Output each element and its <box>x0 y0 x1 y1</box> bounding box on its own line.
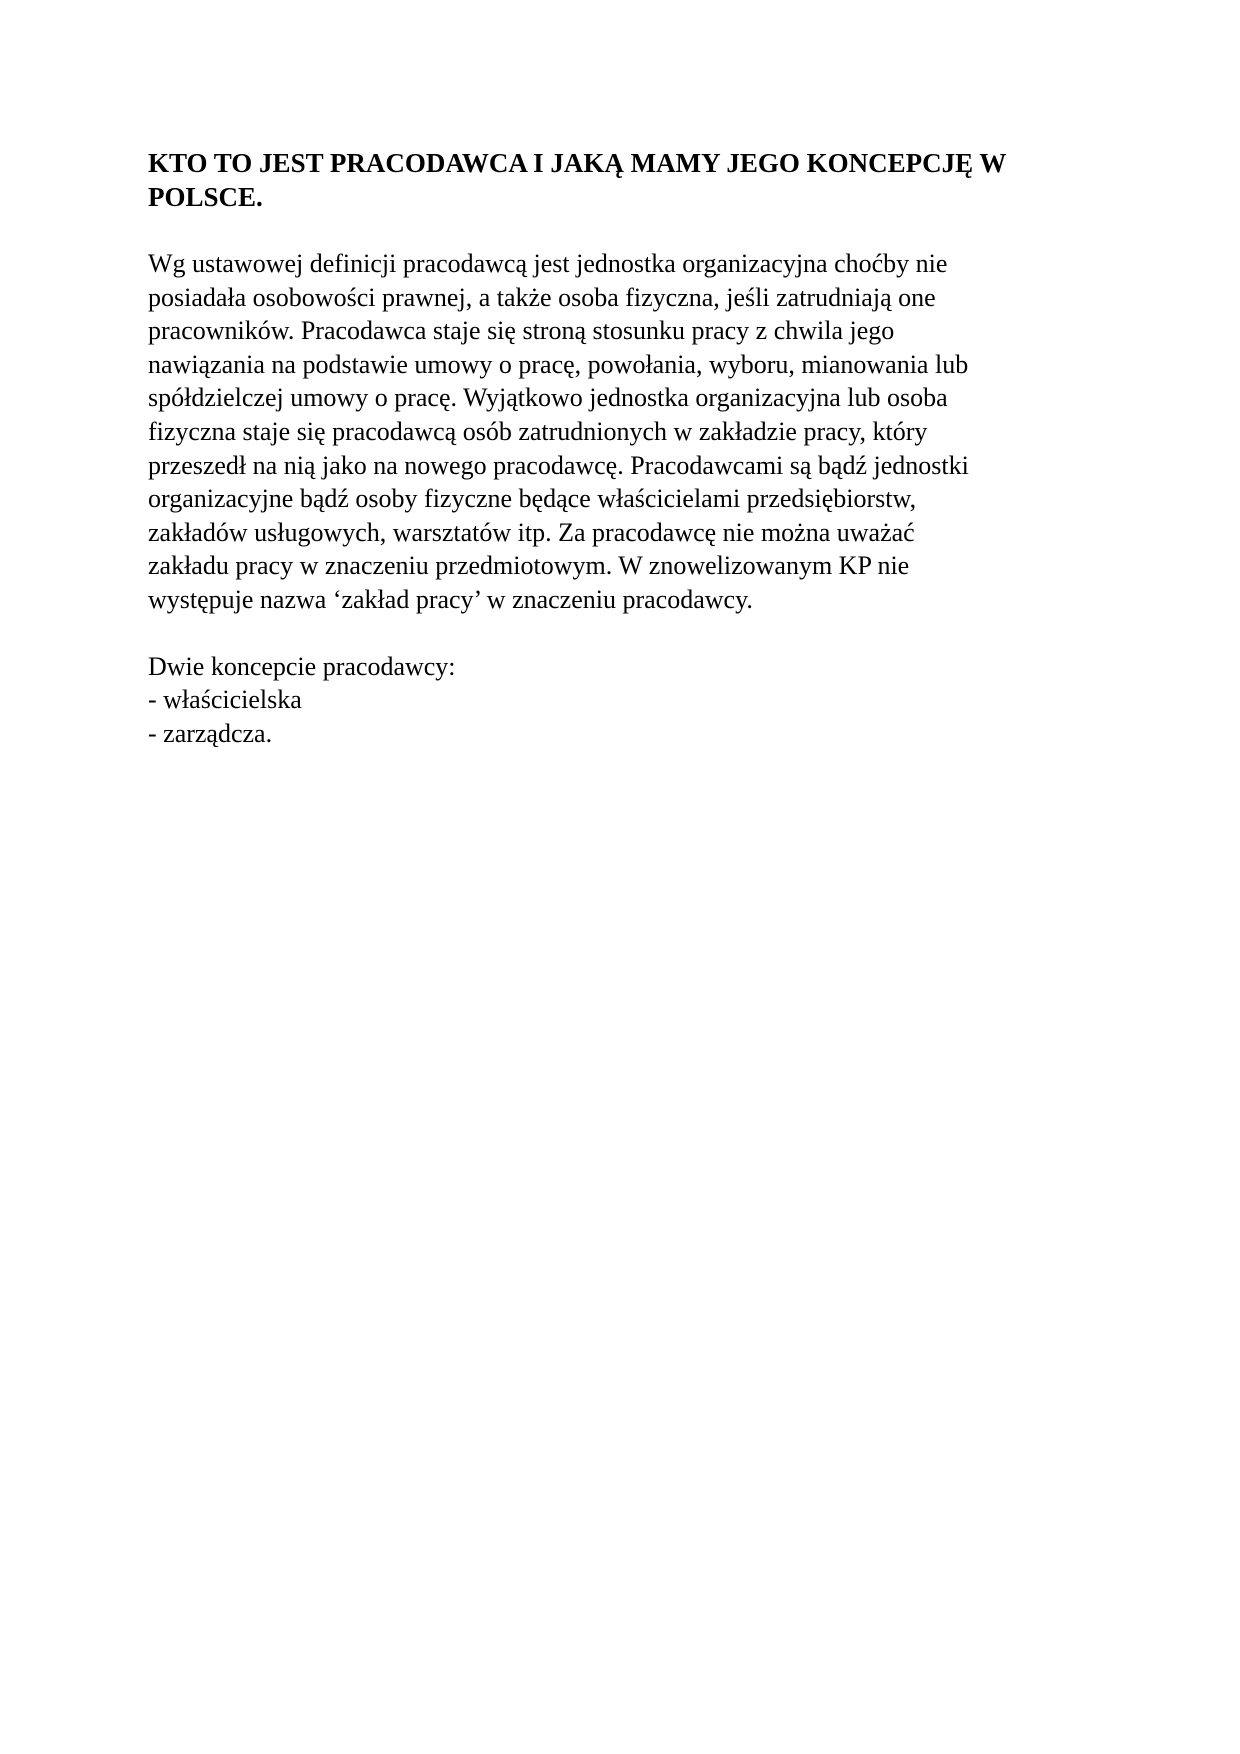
paragraph-line: zakładów usługowych, warsztatów itp. Za pracodawcę nie można uważać <box>148 517 915 547</box>
paragraph-line: organizacyjne bądź osoby fizyczne będące właścicielami przedsiębiorstw, <box>148 484 917 514</box>
paragraph-line: spółdzielczej umowy o pracę. Wyjątkowo jednostka organizacyjna lub osoba <box>148 383 948 413</box>
document-title <box>148 146 1088 214</box>
concepts-heading: Dwie koncepcie pracodawcy: <box>148 651 456 681</box>
paragraph-line: przeszedł na nią jako na nowego pracodawcę. Pracodawcami są bądź jednostki <box>148 450 969 480</box>
paragraph-line: nawiązania na podstawie umowy o pracę, powołania, wyboru, mianowania lub <box>148 349 969 379</box>
concepts-list-item: - właścicielska <box>148 685 302 715</box>
document-content <box>148 146 1088 750</box>
title-line: POLSCE. <box>148 182 263 212</box>
paragraph-line: pracowników. Pracodawca staje się stroną stosunku pracy z chwila jego <box>148 316 895 346</box>
paragraph-line: fizyczna staje się pracodawcą osób zatrudnionych w zakładzie pracy, który <box>148 416 928 446</box>
body-paragraph <box>148 247 1088 617</box>
paragraph-line: Wg ustawowej definicji pracodawcą jest jednostka organizacyjna choćby nie <box>148 249 948 278</box>
title-line: KTO TO JEST PRACODAWCA I JAKĄ MAMY JEGO KONCEPCJĘ W <box>148 148 1007 178</box>
paragraph-line: występuje nazwa ‘zakład pracy’ w znaczeniu pracodawcy. <box>148 584 753 614</box>
concepts-list-item: - zarządcza. <box>148 718 273 748</box>
paragraph-line: posiadała osobowości prawnej, a także osoba fizyczna, jeśli zatrudniają one <box>148 282 936 312</box>
concepts-section <box>148 650 1088 751</box>
paragraph-line: zakładu pracy w znaczeniu przedmiotowym. W znowelizowanym KP nie <box>148 551 910 581</box>
